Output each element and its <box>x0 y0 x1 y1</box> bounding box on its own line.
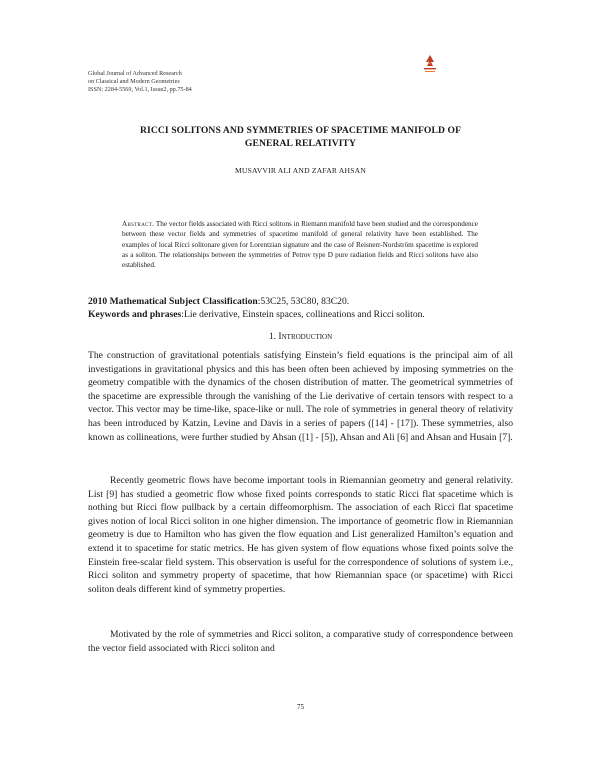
keywords-label: Keywords and phrases <box>88 309 182 320</box>
journal-logo-icon <box>422 54 438 76</box>
keywords-value: :Lie derivative, Einstein spaces, collineations and Ricci soliton. <box>181 309 425 320</box>
journal-issn: ISSN: 2284-5569, Vol.1, Issue2, pp.75-84 <box>88 86 192 93</box>
classification-block <box>88 295 518 321</box>
keywords-line <box>88 308 518 321</box>
abstract <box>122 219 478 270</box>
paper-authors: MUSAVVIR ALI AND ZAFAR AHSAN <box>234 166 367 175</box>
journal-header <box>88 70 192 94</box>
msc-label: 2010 Mathematical Subject Classification <box>88 296 258 307</box>
page-number: 75 <box>296 703 305 711</box>
section-number: 1. <box>268 331 277 342</box>
body-paragraph: Recently geometric flows have become important tools in Riemannian geometry and general relativity. List [9] has studied a geometric flow whose fixed points corresponds to static Ricci flat spacetime which is nothing but Ricci flow pullback by a certain diffeomorphism. The association of each Ricci flat spacetime gives notion of local Ricci soliton in one higher dimension. The importance of geometric flow in Riemannian geometry is due to Hamilton who has given the flow equation and List generalized Hamilton’s equation and extend it to spacetime for static metrics. He has given system of flow equations whose fixed points solve the Einstein free-scalar field system. This observation is useful for the correspondence of solutions of system i.e., Ricci soliton and symmetry property of spacetime, that how Riemannian space (or spacetime) with Ricci soliton deals different kind of symmetry properties. <box>88 475 513 595</box>
msc-line <box>88 295 518 308</box>
paper-title <box>88 124 513 150</box>
body-paragraph: The construction of gravitational potentials satisfying Einstein’s field equations is the principal aim of all investigations in gravitational physics and this has been often been achieved by imposing symmetries on the geometry compatible with the dynamics of the chosen distribution of matter. The geometrical symmetries of the spacetime are expressible through the vanishing of the Lie derivative of certain tensors with respect to a vector. This vector may be time-like, space-like or null. The role of symmetries in general theory of relativity has been introduced by Katzin, Levine and Davis in a series of papers ([14] - [17]). These symmetries, also known as collineations, were further studied by Ahsan ([1] - [5]), Ahsan and Ali [6] and Ahsan and Husain [7]. <box>88 350 513 443</box>
paper-title-line2: GENERAL RELATIVITY <box>244 138 357 149</box>
abstract-label: Abstract. <box>122 220 155 228</box>
journal-name-line2: on Classical and Modern Geometries <box>88 78 180 85</box>
section-title: Introduction <box>278 331 333 342</box>
msc-value: :53C25, 53C80, 83C20. <box>257 296 350 307</box>
abstract-text: The vector fields associated with Ricci solitons in Riemann manifold have been studied and the correspondence between these vector fields and symmetries of spacetime manifold of general relativity have been established. The examples of local Ricci solitonare given for Lorentzian signature and the case of Reisnerr-Nordström spacetime is explored as a soliton. The relationships between the symmetries of Petrov type D pure radiation fields and Ricci solitons have also established. <box>122 220 478 270</box>
section-heading <box>88 331 513 342</box>
body-paragraph: Motivated by the role of symmetries and Ricci soliton, a comparative study of correspondence between the vector field associated with Ricci soliton and <box>88 629 513 654</box>
paper-title-line1: RICCI SOLITONS AND SYMMETRIES OF SPACETIME MANIFOLD OF <box>139 125 462 136</box>
journal-name-line1: Global Journal of Advanced Research <box>88 70 182 77</box>
